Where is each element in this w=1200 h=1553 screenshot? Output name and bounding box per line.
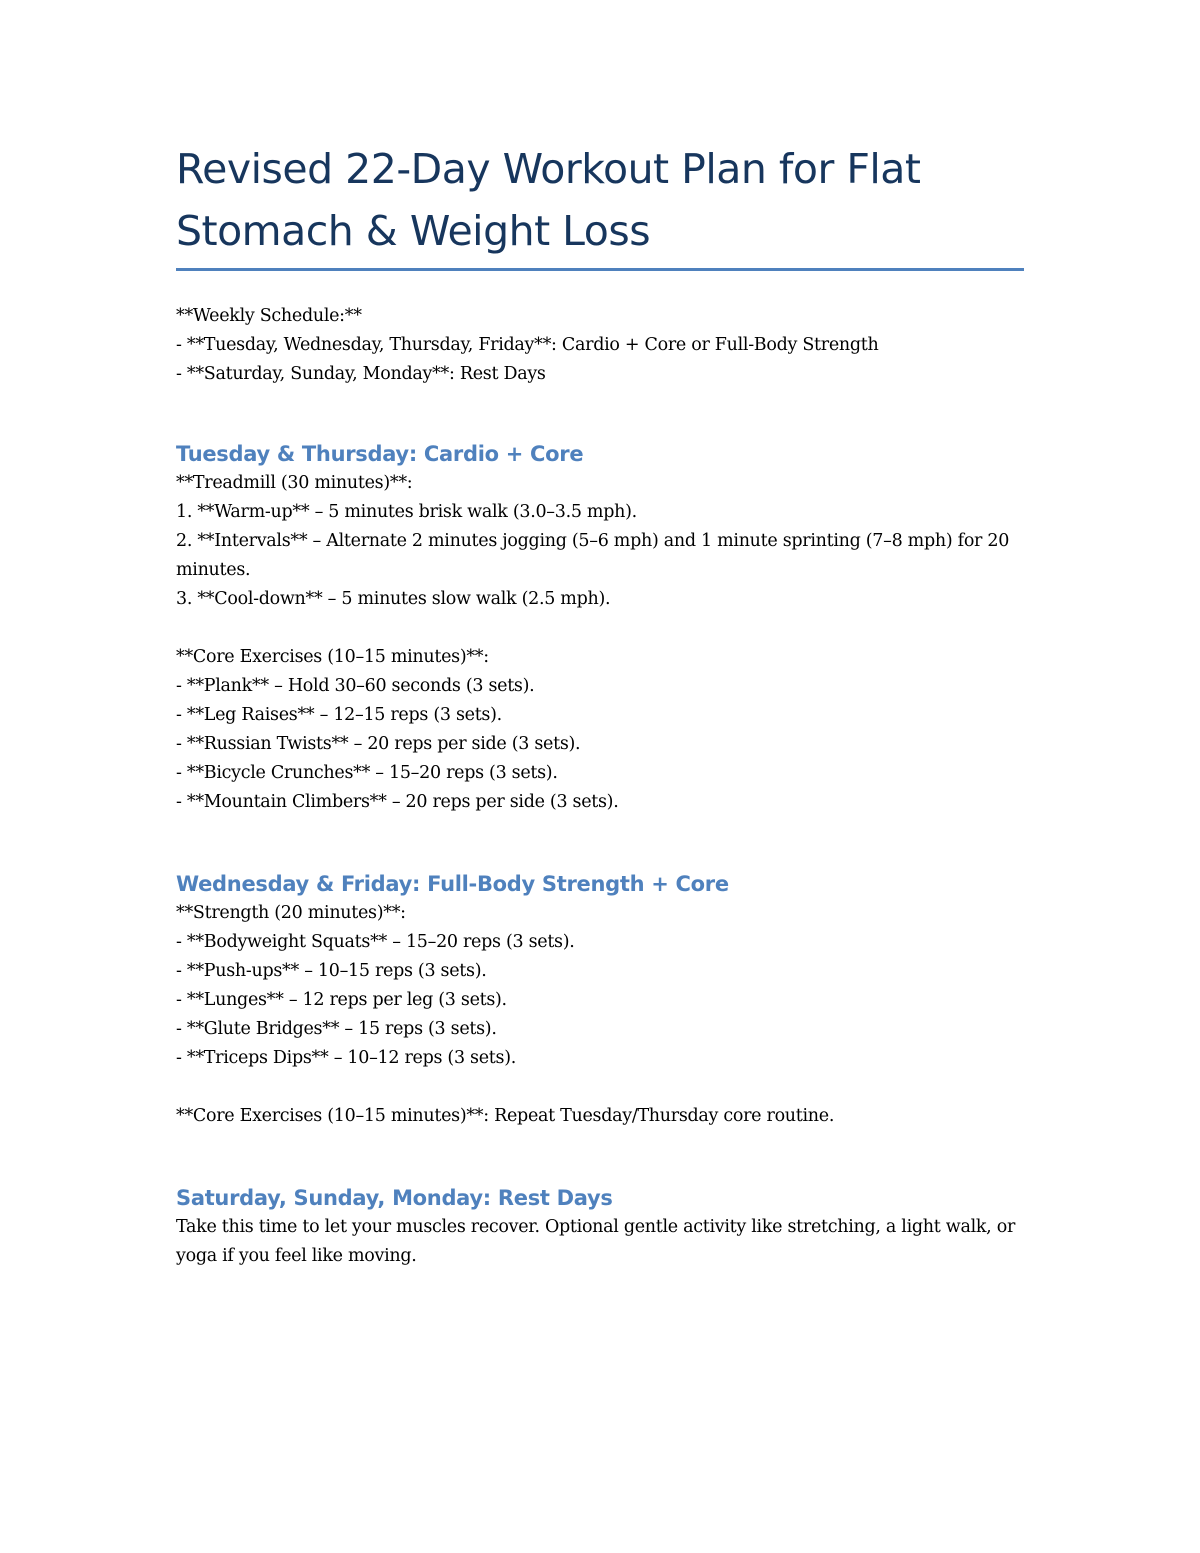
core-item-bicycle-crunches: - **Bicycle Crunches** – 15–20 reps (3 sets). <box>176 763 558 783</box>
weekly-schedule <box>176 302 1024 389</box>
section-heading-strength-core: Wednesday & Friday: Full-Body Strength + Core <box>176 872 729 896</box>
core-item-leg-raises: - **Leg Raises** – 12–15 reps (3 sets). <box>176 705 502 725</box>
core-repeat-note: **Core Exercises (10–15 minutes)**: Repeat Tuesday/Thursday core routine. <box>176 1106 835 1126</box>
document-content <box>176 138 1024 1271</box>
section-heading-cardio-core: Tuesday & Thursday: Cardio + Core <box>176 442 584 466</box>
treadmill-step-cooldown: 3. **Cool-down** – 5 minutes slow walk (2.5 mph). <box>176 589 611 609</box>
title-underline <box>176 268 1024 271</box>
strength-item-triceps-dips: - **Triceps Dips** – 10–12 reps (3 sets). <box>176 1048 516 1068</box>
treadmill-heading: **Treadmill (30 minutes)**: <box>176 473 413 493</box>
schedule-item-active-days: - **Tuesday, Wednesday, Thursday, Friday**: Cardio + Core or Full-Body Strength <box>176 335 879 355</box>
core-exercises-heading: **Core Exercises (10–15 minutes)**: <box>176 647 489 667</box>
paragraph-spacer <box>176 614 1024 643</box>
section-strength-core <box>176 869 1024 1131</box>
schedule-heading: **Weekly Schedule:** <box>176 306 362 326</box>
schedule-item-rest-days: - **Saturday, Sunday, Monday**: Rest Days <box>176 364 546 384</box>
core-item-mountain-climbers: - **Mountain Climbers** – 20 reps per side (3 sets). <box>176 792 619 812</box>
treadmill-step-intervals: 2. **Intervals** – Alternate 2 minutes jogging (5–6 mph) and 1 minute sprinting (7–8 mph) for 20 minutes. <box>176 531 1010 580</box>
treadmill-step-warmup: 1. **Warm-up** – 5 minutes brisk walk (3.0–3.5 mph). <box>176 502 637 522</box>
rest-days-paragraph: Take this time to let your muscles recover. Optional gentle activity like stretching, a light walk, or yoga if you feel like moving. <box>176 1217 1016 1266</box>
document-title: Revised 22-Day Workout Plan for Flat Stomach & Weight Loss <box>176 145 921 255</box>
strength-item-glute-bridges: - **Glute Bridges** – 15 reps (3 sets). <box>176 1019 497 1039</box>
strength-item-lunges: - **Lunges** – 12 reps per leg (3 sets). <box>176 990 507 1010</box>
strength-heading: **Strength (20 minutes)**: <box>176 903 406 923</box>
core-item-plank: - **Plank** – Hold 30–60 seconds (3 sets). <box>176 676 535 696</box>
strength-item-squats: - **Bodyweight Squats** – 15–20 reps (3 sets). <box>176 932 575 952</box>
section-heading-rest-days: Saturday, Sunday, Monday: Rest Days <box>176 1186 613 1210</box>
paragraph-spacer <box>176 1073 1024 1102</box>
section-cardio-core <box>176 439 1024 817</box>
section-rest-days <box>176 1183 1024 1271</box>
core-item-russian-twists: - **Russian Twists** – 20 reps per side (3 sets). <box>176 734 581 754</box>
strength-item-pushups: - **Push-ups** – 10–15 reps (3 sets). <box>176 961 487 981</box>
